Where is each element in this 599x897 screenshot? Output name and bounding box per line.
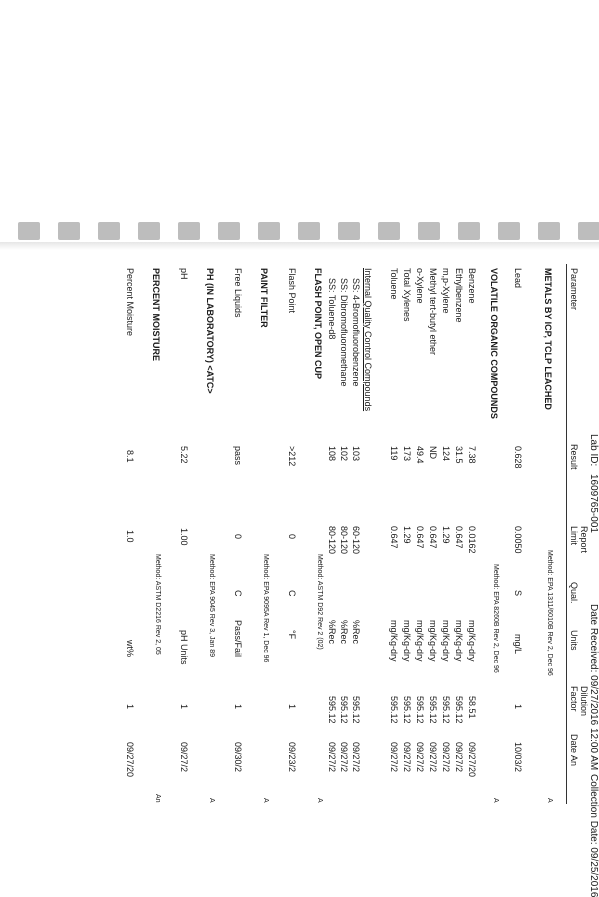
voc-row-dil: 595.12 (441, 696, 451, 724)
qc-row-result: 103 (351, 446, 361, 462)
col-dilution-2: Factor (569, 686, 579, 712)
qc-row-units: %Rec (327, 620, 337, 645)
qc-row-dil: 595.12 (339, 696, 349, 724)
binder-hole (218, 222, 240, 240)
col-parameter: Parameter (569, 268, 579, 311)
lab-id-label: Lab ID: (588, 434, 599, 467)
voc-row-dil: 595.12 (389, 696, 399, 724)
date-paint: 09/30/2 (233, 742, 243, 773)
binder-hole (578, 222, 599, 240)
date-ph: 09/27/2 (179, 742, 189, 773)
voc-row-units: mg/Kg-dry (454, 620, 464, 662)
qc-row-limit: 80-120 (327, 526, 337, 555)
voc-row-date: 09/27/2 (402, 742, 412, 773)
units-moisture: wt% (125, 640, 135, 658)
margin-fragment: A (546, 798, 553, 803)
limit-lead: 0.0050 (513, 526, 523, 554)
voc-row-dil: 595.12 (454, 696, 464, 724)
report-page (0, 264, 599, 897)
qc-row-param: SS: Toluene-d8 (327, 278, 337, 340)
limit-paint: 0 (233, 534, 243, 540)
result-ph: 5.22 (179, 446, 189, 464)
param-paint: Free Liquids (233, 268, 243, 318)
margin-fragment: An (154, 794, 161, 803)
section-title-metals: METALS BY ICP, TCLP LEACHED (543, 268, 553, 410)
voc-row-limit: 0.647 (454, 526, 464, 549)
header-rule (566, 264, 567, 804)
dil-flash: 1 (287, 704, 297, 710)
method-flash: Method: ASTM D92 Rev 2 (02) (316, 554, 323, 650)
margin-fragment: A (208, 798, 215, 803)
qual-paint: C (233, 590, 243, 597)
col-report-1: Report (579, 526, 589, 554)
units-flash: °F (287, 630, 297, 640)
col-report-2: Limit (569, 526, 579, 546)
qc-row-units: %Rec (339, 620, 349, 645)
binder-hole (258, 222, 280, 240)
result-moisture: 8.1 (125, 450, 135, 463)
margin-fragment: A (262, 798, 269, 803)
voc-row-units: mg/Kg-dry (428, 620, 438, 662)
qual-flash: C (287, 590, 297, 597)
param-lead: Lead (513, 268, 523, 289)
binder-hole (178, 222, 200, 240)
units-ph: pH Units (179, 630, 189, 665)
qc-row-units: %Rec (351, 620, 361, 645)
method-voc: Method: EPA 8260B Rev 2, Dec 96 (492, 564, 499, 673)
col-dilution-1: Dilution (579, 686, 589, 717)
qc-row-date: 09/27/2 (327, 742, 337, 773)
voc-row-date: 09/27/2 (454, 742, 464, 773)
binder-hole (338, 222, 360, 240)
binder-hole (418, 222, 440, 240)
binder-hole (378, 222, 400, 240)
voc-row-result: 124 (441, 446, 451, 462)
section-title-moisture: PERCENT MOISTURE (151, 268, 161, 362)
qc-row-dil: 595.12 (351, 696, 361, 724)
method-ph: Method: EPA 9045 Rev 3, Jan 89 (208, 554, 215, 657)
voc-row-dil: 595.12 (415, 696, 425, 724)
qc-title: Internal Quality Control Compounds (363, 268, 373, 412)
units-paint: Pass/Fail (233, 620, 243, 658)
voc-row-dil: 595.12 (428, 696, 438, 724)
param-ph: pH (179, 268, 189, 280)
section-title-paint: PAINT FILTER (259, 268, 269, 328)
binder-hole (498, 222, 520, 240)
date-flash: 09/23/2 (287, 742, 297, 773)
voc-row-param: Toluene (389, 268, 399, 300)
voc-row-result: 119 (389, 446, 399, 461)
limit-flash: 0 (287, 534, 297, 540)
voc-row-limit: 0.647 (428, 526, 438, 549)
result-flash: >212 (287, 446, 297, 467)
binder-hole (298, 222, 320, 240)
voc-row-param: Benzene (467, 268, 477, 304)
voc-row-units: mg/Kg-dry (467, 620, 477, 662)
voc-row-dil: 595.12 (402, 696, 412, 724)
section-title-voc: VOLATILE ORGANIC COMPOUNDS (489, 268, 499, 419)
binder-hole (98, 222, 120, 240)
date-moisture: 09/27/20 (125, 742, 135, 778)
collection-date: Collection Date: 09/25/2016 (588, 774, 599, 897)
voc-row-units: mg/Kg-dry (402, 620, 412, 662)
col-qual: Qual. (569, 582, 579, 604)
result-lead: 0.628 (513, 446, 523, 469)
voc-row-date: 09/27/2 (428, 742, 438, 773)
binder-hole (58, 222, 80, 240)
section-title-flash: FLASH POINT, OPEN CUP (313, 268, 323, 380)
dil-lead: 1 (513, 704, 523, 710)
param-moisture: Percent Moisture (125, 268, 135, 337)
limit-moisture: 1.0 (125, 530, 135, 543)
section-title-ph: PH (IN LABORATORY) <ATC> (205, 268, 215, 394)
qc-row-result: 108 (327, 446, 337, 462)
margin-fragment: A (492, 798, 499, 803)
voc-row-result: 7.38 (467, 446, 477, 464)
voc-row-units: mg/Kg-dry (415, 620, 425, 662)
result-paint: pass (233, 446, 243, 466)
qual-lead: S (513, 590, 523, 597)
binder-hole (458, 222, 480, 240)
param-flash: Flash Point (287, 268, 297, 314)
binder-strip (0, 222, 599, 242)
qc-row-param: SS: Dibromofluoromethane (339, 278, 349, 387)
dil-ph: 1 (179, 704, 189, 710)
voc-row-param: Ethylbenzene (454, 268, 464, 323)
voc-row-units: mg/Kg-dry (441, 620, 451, 662)
date-lead: 10/03/2 (513, 742, 523, 773)
date-received: Date Received: 09/27/2016 12:00 AM (588, 604, 599, 771)
qc-row-date: 09/27/2 (351, 742, 361, 773)
dil-paint: 1 (233, 704, 243, 710)
method-paint: Method: EPA 9095A Rev 1, Dec 96 (262, 554, 269, 663)
limit-ph: 1.00 (179, 528, 189, 546)
voc-row-result: 49.4 (415, 446, 425, 464)
qc-row-date: 09/27/2 (339, 742, 349, 773)
col-units: Units (569, 630, 579, 651)
dil-moisture: 1 (125, 704, 135, 710)
qc-row-result: 102 (339, 446, 349, 462)
voc-row-param: o-Xylene (415, 268, 425, 304)
voc-row-param: m,p-Xylene (441, 268, 451, 314)
voc-row-result: 31.5 (454, 446, 464, 464)
voc-row-limit: 0.647 (415, 526, 425, 549)
units-lead: mg/L (513, 634, 523, 655)
binder-hole (18, 222, 40, 240)
col-date-analyzed: Date An (569, 734, 579, 767)
voc-row-result: ND (428, 446, 438, 459)
voc-row-limit: 1.29 (402, 526, 412, 544)
voc-row-date: 09/27/2 (415, 742, 425, 773)
col-result: Result (569, 444, 579, 470)
binder-shadow (0, 242, 599, 250)
qc-row-limit: 80-120 (339, 526, 349, 555)
voc-row-dil: 58.51 (467, 696, 477, 719)
voc-row-units: mg/Kg-dry (389, 620, 399, 662)
voc-row-date: 09/27/2 (441, 742, 451, 773)
voc-row-limit: 0.0162 (467, 526, 477, 554)
binder-hole (138, 222, 160, 240)
voc-row-param: Total Xylenes (402, 268, 412, 322)
method-metals: Method: EPA 1311/6010B Rev 2, Dec 96 (546, 550, 553, 676)
voc-row-limit: 1.29 (441, 526, 451, 544)
voc-row-limit: 0.647 (389, 526, 399, 549)
voc-row-result: 173 (402, 446, 412, 462)
voc-row-date: 09/27/20 (467, 742, 477, 778)
qc-row-limit: 60-120 (351, 526, 361, 555)
voc-row-param: Methyl tert-butyl ether (428, 268, 438, 356)
lab-id-value: 1609765-001 (588, 474, 599, 533)
method-moisture: Method: ASTM D2216 Rev 2, 05 (154, 554, 161, 655)
margin-fragment: A (316, 798, 323, 803)
voc-row-date: 09/27/2 (389, 742, 399, 773)
qc-row-param: SS: 4-Bromofluorobenzene (351, 278, 361, 387)
binder-hole (538, 222, 560, 240)
qc-row-dil: 595.12 (327, 696, 337, 724)
